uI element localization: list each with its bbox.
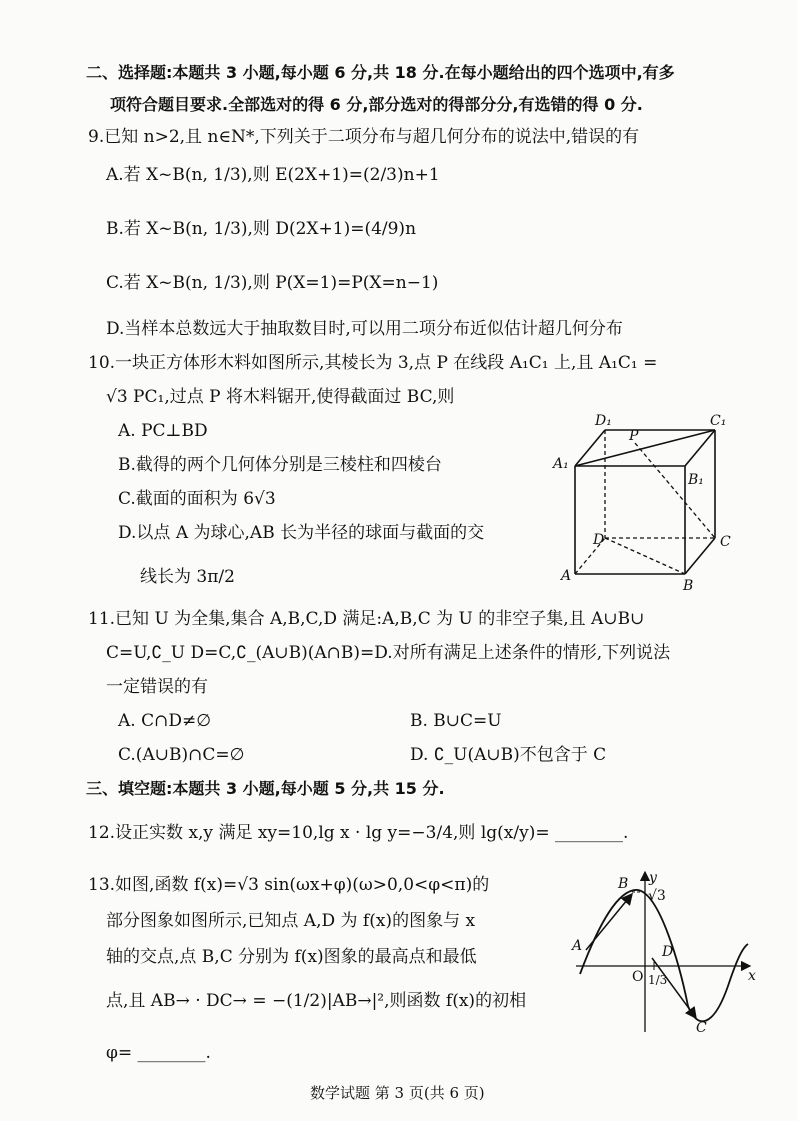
label-c1: C₁ <box>710 413 727 429</box>
q11-stem-line1: 11.已知 U 为全集,集合 A,B,C,D 满足:A,B,C 为 U 的非空子集,且 A∪B∪ <box>88 609 645 629</box>
section2-line2: 项符合题目要求.全部选对的得 6 分,部分选对的得部分分,有选错的得 0 分. <box>110 95 643 114</box>
label-d: D <box>593 532 605 548</box>
label-x: x <box>748 968 756 984</box>
q9-stem: 9.已知 n>2,且 n∈N*,下列关于二项分布与超几何分布的说法中,错误的有 <box>88 127 640 147</box>
q12-text: 12.设正实数 x,y 满足 xy=10,lg x · lg y=−3/4,则 lg(x/y)= ________. <box>88 823 629 843</box>
q10-option-d-line2: 线长为 3π/2 <box>140 567 235 587</box>
q10-option-d-line1: D.以点 A 为球心,AB 长为半径的球面与截面的交 <box>118 523 485 543</box>
q11-option-d: D. ∁_U(A∪B)不包含于 C <box>410 745 607 765</box>
q11-stem-line3: 一定错误的有 <box>106 677 208 697</box>
q10-option-a: A. PC⊥BD <box>118 421 208 441</box>
q10-option-c: C.截面的面积为 6√3 <box>118 489 276 509</box>
q13-line5: φ= ________. <box>106 1043 211 1063</box>
q9-option-c: C.若 X~B(n, 1/3),则 P(X=1)=P(X=n−1) <box>106 273 439 293</box>
label-d1: D₁ <box>595 413 612 429</box>
label-y: y <box>649 870 657 886</box>
label-sqrt3: √3 <box>648 888 666 904</box>
label-a1: A₁ <box>553 456 569 472</box>
label-b: B <box>683 578 694 593</box>
hidden-diagonal-d-b <box>605 538 685 574</box>
q10-stem-line1: 10.一块正方体形木料如图所示,其棱长为 3,点 P 在线段 A₁C₁ 上,且 A₁C₁ = <box>88 353 658 373</box>
label-a: A <box>572 938 583 954</box>
label-c: C <box>696 1020 707 1036</box>
q11-option-c: C.(A∪B)∩C=∅ <box>118 745 245 765</box>
label-b1: B₁ <box>688 472 704 488</box>
q9-option-b: B.若 X~B(n, 1/3),则 D(2X+1)=(4/9)n <box>106 219 417 239</box>
q9-option-d: D.当样本总数远大于抽取数目时,可以用二项分布近似估计超几何分布 <box>106 319 623 339</box>
cube-figure <box>545 408 750 593</box>
edge-c1-b1 <box>685 430 715 466</box>
page-footer: 数学试题 第 3 页(共 6 页) <box>310 1084 485 1102</box>
q10-stem-line2: √3 PC₁,过点 P 将木料锯开,使得截面过 BC,则 <box>106 387 455 407</box>
q13-line1: 13.如图,函数 f(x)=√3 sin(ωx+φ)(ω>0,0<φ<π)的 <box>88 875 490 895</box>
section3-title: 三、填空题:本题共 3 小题,每小题 5 分,共 15 分. <box>86 779 445 798</box>
q11-option-a: A. C∩D≠∅ <box>118 711 212 731</box>
diagonal-a1-c1 <box>575 430 715 466</box>
vector-dc <box>652 958 696 1018</box>
label-p: P <box>629 428 639 444</box>
q11-stem-line2: C=U,∁_U D=C,∁_(A∪B)(A∩B)=D.对所有满足上述条件的情形,下列说法 <box>106 643 671 663</box>
sine-graph-figure <box>568 866 768 1036</box>
label-b: B <box>618 876 629 892</box>
hidden-p-c <box>635 443 715 538</box>
section2-line1: 二、选择题:本题共 3 小题,每小题 6 分,共 18 分.在每小题给出的四个选项中,有多 <box>86 63 675 82</box>
q11-option-b: B. B∪C=U <box>410 711 502 731</box>
q13-line2: 部分图象如图所示,已知点 A,D 为 f(x)的图象与 x <box>106 911 476 931</box>
vector-ab <box>586 894 632 950</box>
q10-option-b: B.截得的两个几何体分别是三棱柱和四棱台 <box>118 455 442 475</box>
label-c: C <box>720 534 731 550</box>
edge-a1-d1 <box>575 430 605 466</box>
edge-b-c <box>685 538 715 574</box>
label-d: D <box>662 944 674 960</box>
label-a: A <box>561 568 572 584</box>
q13-line4: 点,且 AB→ · DC→ = −(1/2)|AB→|²,则函数 f(x)的初相 <box>106 991 527 1011</box>
q9-option-a: A.若 X~B(n, 1/3),则 E(2X+1)=(2/3)n+1 <box>106 165 440 185</box>
label-one-third: 1/3 <box>648 973 668 987</box>
q13-line3: 轴的交点,点 B,C 分别为 f(x)图象的最高点和最低 <box>106 947 477 967</box>
label-o: O <box>632 969 644 985</box>
